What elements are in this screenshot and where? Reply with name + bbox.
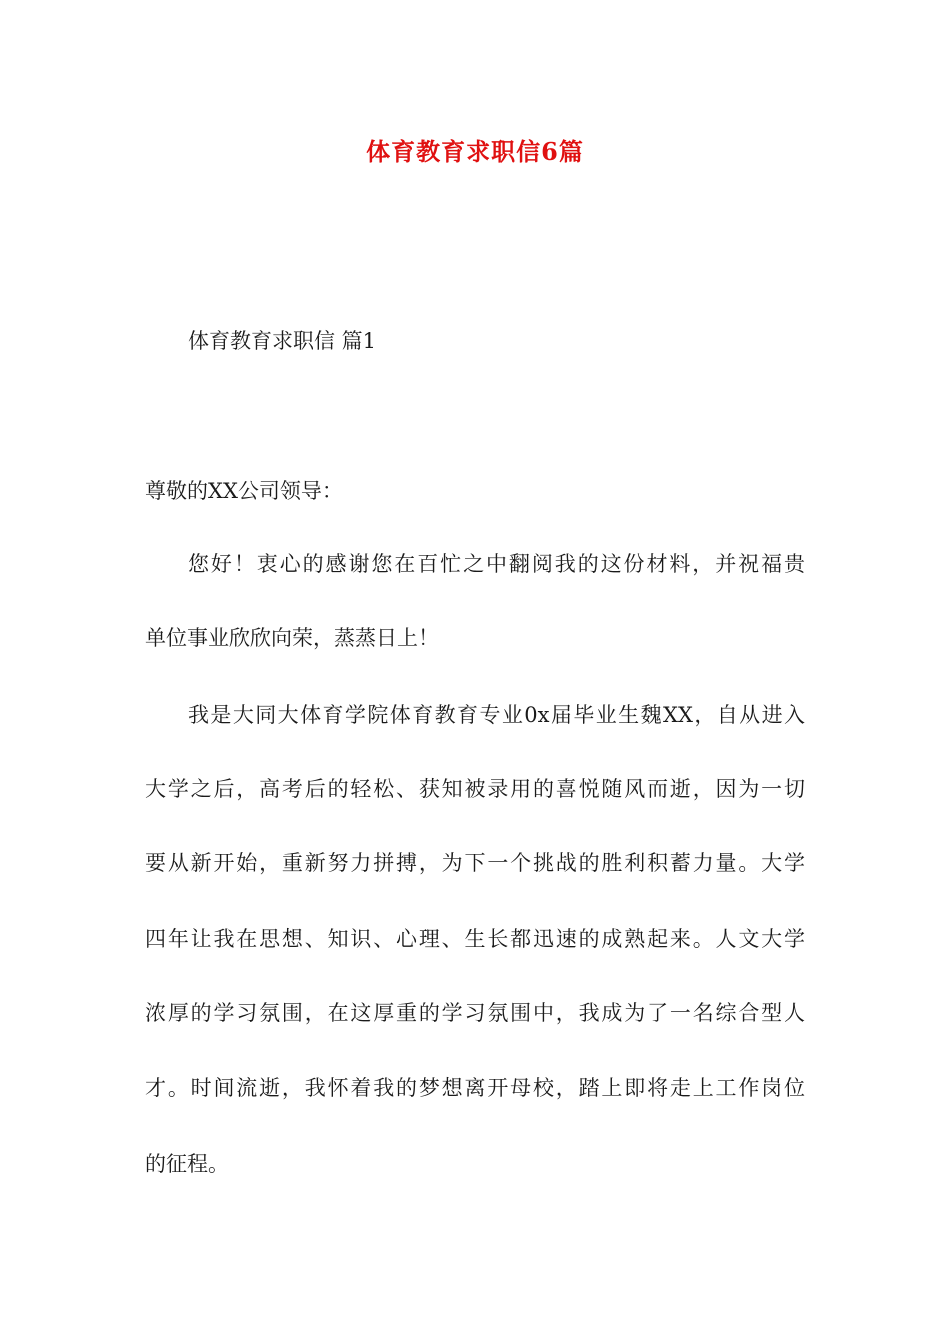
paragraph-2-line-3: 要从新开始，重新努力拼搏，为下一个挑战的胜利积蓄力量。大学 xyxy=(145,851,805,875)
paragraph-2-line-4: 四年让我在思想、知识、心理、生长都迅速的成熟起来。人文大学 xyxy=(145,927,805,951)
paragraph-2-line-2: 大学之后，高考后的轻松、获知被录用的喜悦随风而逝，因为一切 xyxy=(145,777,805,801)
paragraph-2-line-1: 我是大同大体育学院体育教育专业0x届毕业生魏XX，自从进入 xyxy=(188,703,805,727)
paragraph-2-line-6: 才。时间流逝，我怀着我的梦想离开母校，踏上即将走上工作岗位 xyxy=(145,1076,805,1100)
document-title: 体育教育求职信6篇 xyxy=(366,137,584,166)
salutation: 尊敬的XX公司领导： xyxy=(145,479,343,503)
paragraph-2-line-5: 浓厚的学习氛围，在这厚重的学习氛围中，我成为了一名综合型人 xyxy=(145,1001,805,1025)
paragraph-1-line-2: 单位事业欣欣向荣，蒸蒸日上！ xyxy=(145,626,439,650)
paragraph-1-line-1: 您好！衷心的感谢您在百忙之中翻阅我的这份材料，并祝福贵 xyxy=(188,552,805,576)
section-heading: 体育教育求职信 篇1 xyxy=(188,329,377,353)
paragraph-2-line-7: 的征程。 xyxy=(145,1152,229,1176)
